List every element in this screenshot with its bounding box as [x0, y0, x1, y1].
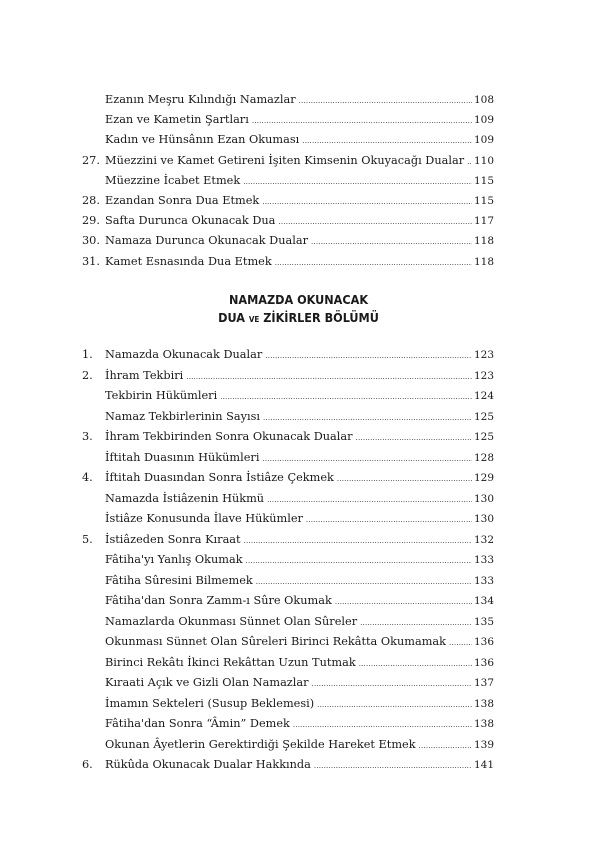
toc-entry-line [105, 151, 494, 172]
toc-entry-page: 135 [473, 615, 494, 628]
toc-entry-title: Müezzine İcabet Etmek [105, 171, 241, 191]
toc-entry-page: 141 [473, 759, 494, 771]
toc-entry-page: 118 [473, 235, 494, 248]
toc-entry-page: 123 [473, 349, 494, 361]
toc-entry-page: 129 [473, 472, 494, 484]
toc-entry-line [105, 591, 494, 612]
toc-entry-page: 133 [473, 554, 494, 566]
toc-entry [82, 468, 494, 488]
toc-entry [82, 345, 494, 365]
toc-entry-page: 125 [473, 431, 494, 443]
toc-entry-page: 115 [473, 174, 494, 187]
dot-leader [449, 633, 472, 653]
toc-entry-title: İstiâze Konusunda İlave Hükümler [105, 509, 304, 529]
toc-entry-line [105, 468, 494, 489]
toc-entry-page: 110 [473, 154, 494, 167]
section-heading-word-zikirler: ZİKİRLER BÖLÜMÜ [263, 310, 379, 325]
toc-entry-line [105, 550, 494, 571]
toc-entry-number: 1. [82, 348, 93, 361]
toc-entry [82, 735, 494, 755]
dot-leader [306, 510, 472, 530]
toc-entry [82, 130, 494, 150]
toc-entry-number: 5. [82, 532, 93, 546]
toc-entry-page: 136 [473, 636, 494, 648]
toc-entry-title: Tekbirin Hükümleri [105, 386, 218, 406]
toc-entry-page: 139 [473, 738, 494, 751]
toc-entry [82, 755, 494, 775]
dot-leader [262, 449, 472, 469]
dot-leader [220, 387, 472, 407]
toc-entry-line [105, 386, 494, 407]
toc-entry-line [105, 653, 494, 674]
toc-entry-title: Müezzini ve Kamet Getireni İşiten Kimsenin Okuyacağı Dualar [105, 151, 465, 171]
toc-entry-page: 134 [473, 595, 494, 607]
toc-entry-page: 118 [473, 255, 494, 268]
toc-entry-page: 124 [473, 390, 494, 402]
toc-entry-page: 133 [473, 574, 494, 587]
toc-entry-title: Namaza Durunca Okunacak Dualar [105, 231, 309, 251]
dot-leader [467, 152, 472, 172]
toc-entry [82, 694, 494, 714]
toc-entry-line [105, 211, 494, 232]
toc-entry-number: 31. [82, 254, 100, 268]
toc-entry [82, 489, 494, 509]
toc-entry-line [105, 694, 494, 715]
dot-leader [293, 715, 472, 735]
section-heading-line2 [0, 309, 597, 329]
toc-entry-number: 28. [82, 194, 100, 207]
toc-entry-title: Ezandan Sonra Dua Etmek [105, 191, 260, 211]
dot-leader [263, 408, 472, 428]
toc-entry-line [105, 366, 494, 387]
dot-leader [335, 592, 472, 612]
toc-entry-title: İhram Tekbirinden Sonra Okunacak Dualar [105, 427, 354, 447]
toc-entry-number: 27. [82, 153, 100, 167]
toc-entry-number: 2. [82, 368, 93, 382]
toc-entry [82, 591, 494, 611]
toc-entry-line [105, 130, 494, 151]
section-heading [0, 291, 597, 329]
section-heading-word-dua: DUA [218, 310, 245, 325]
toc-entry-number: 29. [82, 214, 100, 228]
dot-leader [360, 613, 472, 633]
toc-entry-title: Birinci Rekâtı İkinci Rekâttan Uzun Tutmak [105, 653, 357, 673]
toc-entry-page: 138 [473, 697, 494, 710]
toc-entry-page: 108 [473, 94, 494, 106]
toc-entry-line [105, 489, 494, 510]
toc-entry [82, 612, 494, 632]
toc-entry [82, 632, 494, 652]
toc-entry-line [105, 231, 494, 252]
toc-entry-title: Namaz Tekbirlerinin Sayısı [105, 407, 261, 427]
toc-entry-line [105, 530, 494, 551]
dot-leader [299, 91, 472, 111]
toc-entry [82, 407, 494, 427]
toc-entry-title: Namazda İstiâzenin Hükmü [105, 489, 265, 509]
dot-leader [244, 531, 472, 551]
toc-entry-title: Okunması Sünnet Olan Sûreleri Birinci Rekâtta Okumamak [105, 632, 447, 652]
toc-entry-title: İstiâzeden Sonra Kıraat [105, 530, 242, 550]
toc-entry-page: 128 [473, 451, 494, 464]
toc-entry-title: Kadın ve Hünsânın Ezan Okuması [105, 130, 300, 150]
toc-entry-line [105, 673, 494, 694]
toc-entry-page: 130 [473, 513, 494, 525]
toc-entry [82, 151, 494, 171]
toc-entry-page: 125 [473, 410, 494, 423]
toc-entry-title: Okunan Âyetlerin Gerektirdiği Şekilde Hareket Etmek [105, 735, 417, 755]
toc-entry-line [105, 571, 494, 592]
toc-entry [82, 231, 494, 251]
toc-entry [82, 448, 494, 468]
toc-entry-title: Rükûda Okunacak Dualar Hakkında [105, 755, 312, 775]
toc-entry [82, 530, 494, 550]
dot-leader [252, 111, 472, 131]
dot-leader [262, 192, 472, 212]
toc-entry [82, 509, 494, 529]
toc-entry-title: Kıraati Açık ve Gizli Olan Namazlar [105, 673, 310, 693]
toc-entry-number: 3. [82, 430, 93, 443]
dot-leader [186, 367, 472, 387]
dot-leader [243, 172, 472, 192]
toc-entry [82, 653, 494, 673]
toc-entry-line [105, 632, 494, 653]
toc-entry-title: İftitah Duasının Hükümleri [105, 448, 260, 468]
toc-entry-title: Namazda Okunacak Dualar [105, 345, 263, 365]
toc-entry-page: 136 [473, 656, 494, 669]
toc-entry-line [105, 714, 494, 735]
toc-entry [82, 211, 494, 231]
toc-entry-line [105, 407, 494, 428]
toc-entry-line [105, 427, 494, 448]
toc-entry-page: 132 [473, 533, 494, 546]
toc-entry-line [105, 171, 494, 192]
toc-entry-page: 137 [473, 677, 494, 689]
dot-leader [356, 428, 472, 448]
dot-leader [312, 674, 472, 694]
toc-entry-line [105, 345, 494, 366]
toc-entry-title: Ezan ve Kametin Şartları [105, 110, 250, 130]
toc-entry [82, 366, 494, 386]
dot-leader [359, 654, 472, 674]
toc-entry-line [105, 448, 494, 469]
toc-entry-line [105, 252, 494, 273]
toc-entry-title: İmamın Sekteleri (Susup Beklemesi) [105, 694, 315, 714]
dot-leader [311, 232, 472, 252]
toc-entry-title: Fâtiha Sûresini Bilmemek [105, 571, 254, 591]
toc-entry-title: Kamet Esnasında Dua Etmek [105, 252, 273, 272]
toc-entry-line [105, 110, 494, 131]
toc-entry-title: İhram Tekbiri [105, 366, 184, 386]
toc-entry-number: 4. [82, 471, 93, 484]
toc-entry-title: Fâtiha'dan Sonra “Âmin” Demek [105, 714, 291, 734]
toc-entry [82, 673, 494, 693]
toc-entry-page: 138 [473, 718, 494, 730]
section-heading-line1: NAMAZDA OKUNACAK [228, 292, 369, 307]
toc-entry [82, 386, 494, 406]
toc-entry-number: 6. [82, 758, 93, 771]
toc-entry-title: Fâtiha'yı Yanlış Okumak [105, 550, 244, 570]
dot-leader [419, 736, 472, 756]
toc-entry-page: 117 [473, 215, 494, 228]
dot-leader [265, 346, 472, 366]
toc-entry [82, 191, 494, 211]
toc-entry-title: İftitah Duasından Sonra İstiâze Çekmek [105, 468, 335, 488]
dot-leader [275, 253, 472, 273]
toc-entry-title: Fâtiha'dan Sonra Zamm-ı Sûre Okumak [105, 591, 333, 611]
toc-entry [82, 550, 494, 570]
dot-leader [278, 212, 472, 232]
dot-leader [256, 572, 472, 592]
toc-entry-line [105, 755, 494, 776]
toc-entry [82, 427, 494, 447]
dot-leader [314, 756, 472, 776]
dot-leader [337, 469, 472, 489]
toc-entry-number: 30. [82, 234, 100, 248]
toc-entry [82, 252, 494, 272]
toc-entry [82, 110, 494, 130]
toc-entry-title: Safta Durunca Okunacak Dua [105, 211, 276, 231]
toc-entry [82, 571, 494, 591]
toc-entry-line [105, 509, 494, 530]
section-heading-word-ve: VE [248, 315, 260, 324]
toc-entry-line [105, 90, 494, 111]
dot-leader [246, 551, 472, 571]
toc-entry [82, 714, 494, 734]
dot-leader [317, 695, 472, 715]
toc-entry-page: 109 [473, 114, 494, 127]
toc-entry [82, 171, 494, 191]
toc-entry-line [105, 735, 494, 756]
toc-entry-title: Ezanın Meşru Kılındığı Namazlar [105, 90, 297, 110]
toc-entry [82, 90, 494, 110]
toc-entry-title: Namazlarda Okunması Sünnet Olan Sûreler [105, 612, 358, 632]
toc-entry-line [105, 612, 494, 633]
toc-entry-page: 109 [473, 134, 494, 147]
dot-leader [302, 131, 472, 151]
toc-entry-page: 130 [473, 492, 494, 505]
toc-entry-page: 115 [473, 195, 494, 207]
toc-entry-page: 123 [473, 369, 494, 382]
toc-entry-line [105, 191, 494, 212]
dot-leader [267, 490, 472, 510]
